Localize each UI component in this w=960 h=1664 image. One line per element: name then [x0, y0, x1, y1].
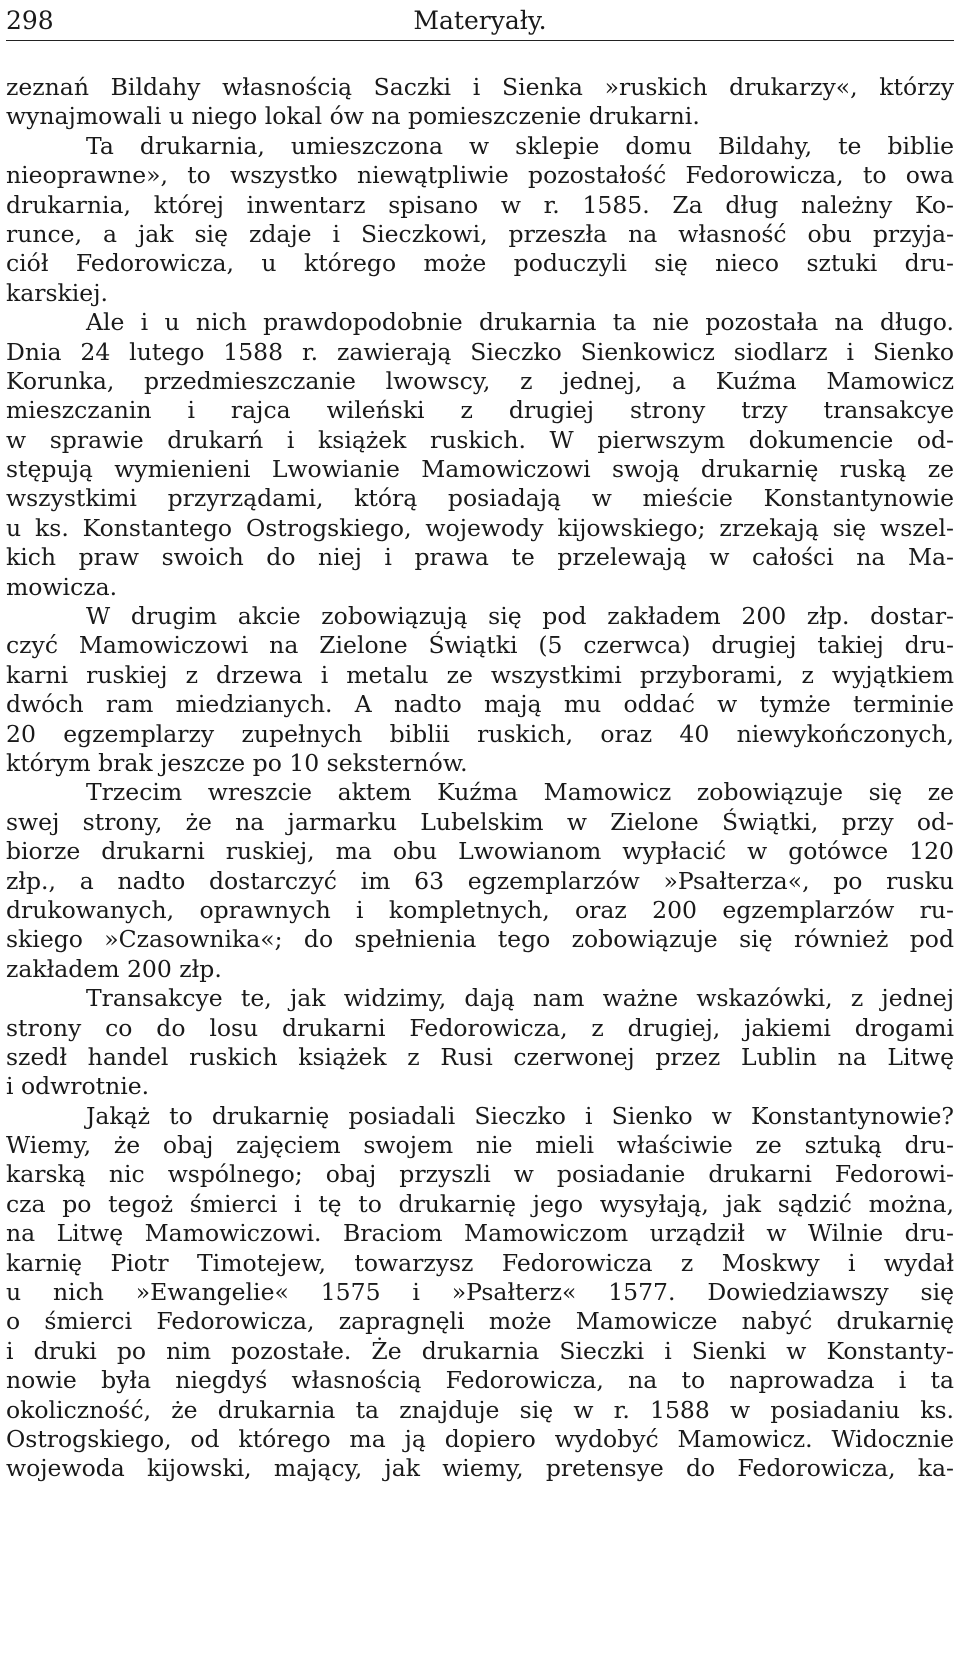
text-line: dwóch ram miedzianych. A nadto mają mu oddać w tymże terminie	[6, 690, 954, 719]
text-line: nieoprawne», to wszystko niewątpliwie pozostałość Fedorowicza, to owa	[6, 161, 954, 190]
text-line: czyć Mamowiczowi na Zielone Świątki (5 czerwca) drugiej takiej dru-	[6, 631, 954, 660]
text-line: nowie była niegdyś własnością Fedorowicza, na to naprowadza i ta	[6, 1366, 954, 1395]
text-line: Transakcye te, jak widzimy, dają nam ważne wskazówki, z jednej	[86, 984, 954, 1013]
text-line: swej strony, że na jarmarku Lubelskim w Zielone Świątki, przy od-	[6, 807, 954, 836]
text-line: 20 egzemplarzy zupełnych biblii ruskich, oraz 40 niewykończonych,	[6, 719, 954, 748]
text-line: Korunka, przedmieszczanie lwowscy, z jednej, a Kuźma Mamowicz	[6, 366, 954, 395]
text-line: Ta drukarnia, umieszczona w sklepie domu Bildahy, te biblie	[86, 131, 954, 160]
text-line: wszystkimi przyrządami, którą posiadają w mieście Konstantynowie	[6, 484, 954, 513]
text-line: biorze drukarni ruskiej, ma obu Lwowianom wypłacić w gotówce 120	[6, 837, 954, 866]
text-line: u ks. Konstantego Ostrogskiego, wojewody kijowskiego; zrzekają się wszel-	[6, 513, 954, 542]
text-line: runce, a jak się zdaje i Sieczkowi, przeszła na własność obu przyja-	[6, 219, 954, 248]
text-line: Ale i u nich prawdopodobnie drukarnia ta nie pozostała na długo.	[86, 308, 954, 337]
text-line: w sprawie drukarń i książek ruskich. W pierwszym dokumencie od-	[6, 425, 954, 454]
text-line: karskiej.	[6, 278, 108, 307]
text-line: mieszczanin i rajca wileński z drugiej strony trzy transakcye	[6, 396, 954, 425]
text-line: Wiemy, że obaj zajęciem swojem nie mieli właściwie ze sztuką dru-	[6, 1131, 954, 1160]
text-line: wojewoda kijowski, mający, jak wiemy, pretensye do Fedorowicza, ka-	[6, 1454, 954, 1483]
text-line: drukowanych, oprawnych i kompletnych, oraz 200 egzemplarzów ru-	[6, 895, 954, 924]
text-line: szedł handel ruskich książek z Rusi czerwonej przez Lublin na Litwę	[6, 1042, 954, 1071]
page-number: 298	[6, 6, 54, 35]
text-line: Dnia 24 lutego 1588 r. zawierają Sieczko Sienkowicz siodlarz i Sienko	[6, 337, 954, 366]
text-line: ciół Fedorowicza, u którego może poduczyli się nieco sztuki dru-	[6, 249, 954, 278]
text-line: drukarnia, której inwentarz spisano w r. 1585. Za dług należny Ko-	[6, 190, 954, 219]
text-line: Jakąż to drukarnię posiadali Sieczko i Sienko w Konstantynowie?	[86, 1101, 954, 1130]
text-line: cza po tegoż śmierci i tę to drukarnię jego wysyłają, jak sądzić można,	[6, 1189, 954, 1218]
text-line: wynajmowali u niego lokal ów na pomieszczenie drukarni.	[6, 102, 700, 131]
text-line: W drugim akcie zobowiązują się pod zakładem 200 złp. dostar-	[86, 602, 954, 631]
text-line: Trzecim wreszcie aktem Kuźma Mamowicz zobowiązuje się ze	[86, 778, 954, 807]
text-line: zeznań Bildahy własnością Saczki i Sienka »ruskich drukarzy«, którzy	[6, 73, 954, 101]
running-title: Materyały.	[413, 6, 547, 35]
text-line: o śmierci Fedorowicza, zapragnęli może Mamowicze nabyć drukarnię	[6, 1307, 954, 1336]
text-line: zakładem 200 złp.	[6, 954, 222, 983]
text-line: strony co do losu drukarni Fedorowicza, z drugiej, jakiemi drogami	[6, 1013, 954, 1042]
text-line: kich praw swoich do niej i prawa te przelewają w całości na Ma-	[6, 543, 954, 572]
text-line: na Litwę Mamowiczowi. Braciom Mamowiczom urządził w Wilnie dru-	[6, 1219, 954, 1248]
text-line: karską nic wspólnego; obaj przyszli w posiadanie drukarni Fedorowi-	[6, 1160, 954, 1189]
body-text	[6, 73, 954, 1484]
text-line: i druki po nim pozostałe. Że drukarnia Sieczki i Sienki w Konstanty-	[6, 1336, 954, 1365]
text-line: okoliczność, że drukarnia ta znajduje się w r. 1588 w posiadaniu ks.	[6, 1395, 954, 1424]
text-line: którym brak jeszcze po 10 seksternów.	[6, 748, 468, 777]
text-line: Ostrogskiego, od którego ma ją dopiero wydobyć Mamowicz. Widocznie	[6, 1424, 954, 1453]
text-line: i odwrotnie.	[6, 1072, 150, 1101]
text-line: mowicza.	[6, 572, 118, 601]
text-line: stępują wymienieni Lwowianie Mamowiczowi swoją drukarnię ruską ze	[6, 455, 954, 484]
text-line: karnię Piotr Timotejew, towarzysz Fedorowicza z Moskwy i wydał	[6, 1248, 954, 1277]
page-header	[6, 2, 954, 41]
text-line: skiego »Czasownika«; do spełnienia tego zobowiązuje się również pod	[6, 925, 954, 954]
text-line: złp., a nadto dostarczyć im 63 egzemplarzów »Psałterza«, po rusku	[6, 866, 954, 895]
text-line: u nich »Ewangelie« 1575 i »Psałterz« 1577. Dowiedziawszy się	[6, 1278, 954, 1307]
text-line: karni ruskiej z drzewa i metalu ze wszystkimi przyborami, z wyjątkiem	[6, 660, 954, 689]
